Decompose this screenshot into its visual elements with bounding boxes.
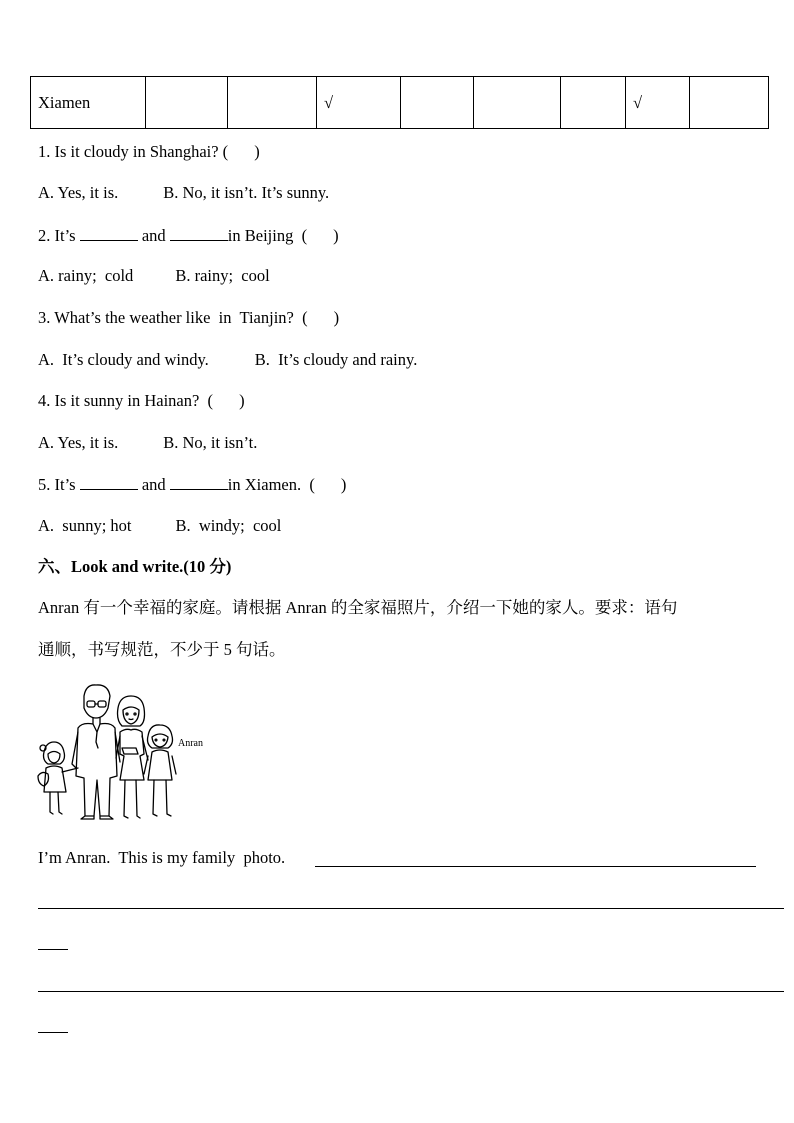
table-cell [561, 77, 626, 129]
instruction-line-2: 通顺，书写规范，不少于 5 句话。 [38, 640, 286, 659]
option-b: B. It’s cloudy and rainy. [254, 350, 418, 369]
table-cell [690, 77, 769, 129]
table-cell [146, 77, 228, 129]
sister-figure [38, 742, 78, 814]
weather-table [30, 76, 769, 129]
table-cell-city: Xiamen [31, 77, 146, 129]
mom-figure [116, 696, 148, 818]
option-a: A. Yes, it is. [38, 433, 119, 452]
question-4: 4. Is it sunny in Hainan? ( ) [38, 391, 245, 410]
option-a: A. Yes, it is. [38, 183, 119, 202]
table-cell-check: √ [626, 77, 690, 129]
question-2: 2. It’s and in Beijing ( ) [38, 226, 339, 245]
table-cell [474, 77, 561, 129]
dad-figure [72, 685, 120, 819]
question-4-options [38, 433, 257, 453]
section-heading: 六、Look and write.(10 分) [38, 557, 232, 576]
anran-figure [144, 725, 176, 816]
writing-line[interactable] [38, 991, 784, 992]
option-b: B. No, it isn’t. [163, 433, 258, 452]
question-5-options [38, 516, 281, 536]
table-row [31, 77, 769, 129]
question-3: 3. What’s the weather like in Tianjin? ( ) [38, 308, 340, 327]
fill-blank[interactable] [80, 225, 138, 241]
option-a: A. sunny; hot [38, 516, 132, 535]
writing-line-end[interactable] [38, 949, 68, 950]
instruction-line-1: Anran 有一个幸福的家庭。请根据 Anran 的全家福照片，介绍一下她的家人。要求：语句 [38, 598, 678, 617]
option-b: B. windy; cool [175, 516, 282, 535]
writing-line[interactable] [38, 908, 784, 909]
question-2-options [38, 266, 270, 286]
writing-line[interactable] [315, 866, 756, 867]
anran-label: Anran [178, 738, 203, 749]
question-1: 1. Is it cloudy in Shanghai? ( ) [38, 142, 260, 161]
table-cell-check: √ [317, 77, 401, 129]
option-b: B. rainy; cool [175, 266, 270, 285]
table-cell [401, 77, 474, 129]
writing-line-end[interactable] [38, 1032, 68, 1033]
fill-blank[interactable] [170, 474, 228, 490]
option-b: B. No, it isn’t. It’s sunny. [163, 183, 330, 202]
writing-starter: I’m Anran. This is my family photo. [38, 848, 286, 867]
table-cell [228, 77, 317, 129]
family-photo-illustration [36, 684, 226, 824]
option-a: A. rainy; cold [38, 266, 134, 285]
option-a: A. It’s cloudy and windy. [38, 350, 209, 369]
question-1-options [38, 183, 329, 203]
question-5: 5. It’s and in Xiamen. ( ) [38, 475, 347, 494]
fill-blank[interactable] [80, 474, 138, 490]
question-3-options [38, 350, 417, 370]
fill-blank[interactable] [170, 225, 228, 241]
